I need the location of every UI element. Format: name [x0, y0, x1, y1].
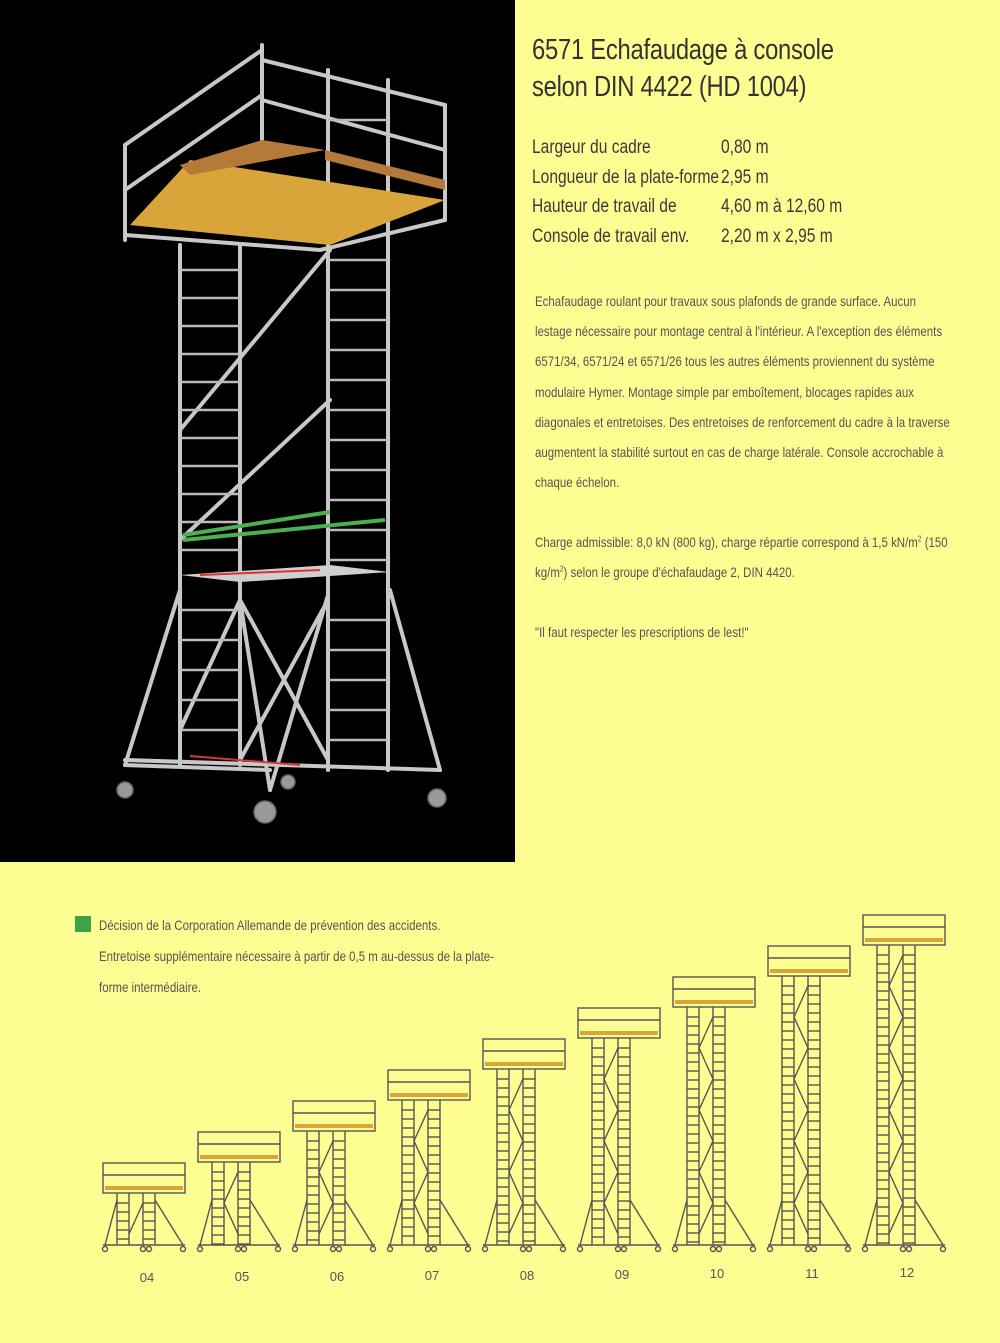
load-text-2: (150 kg/m: [535, 534, 948, 581]
green-reinforcement-strut: [183, 512, 385, 540]
variant-label-11: 11: [805, 1265, 819, 1281]
variant-label-08: 08: [519, 1267, 535, 1283]
note-line-3: forme intermédiaire.: [99, 979, 202, 995]
scaffold-variant-06: [293, 1101, 376, 1252]
scaffold-variant-09: [578, 1008, 661, 1252]
spec-value: 4,60 m à 12,60 m: [721, 196, 843, 218]
title-line-2: selon DIN 4422 (HD 1004): [532, 71, 807, 103]
ballast-warning: "Il faut respecter les prescriptions de lest!": [535, 624, 749, 640]
variant-label-04: 04: [139, 1270, 155, 1285]
castor-wheels: [117, 775, 446, 823]
console-scaffold-illustration: [0, 0, 515, 862]
platform-toeboard: [180, 140, 325, 175]
load-paragraph: [535, 527, 953, 587]
description-paragraph: Echafaudage roulant pour travaux sous plafonds de grande surface. Aucun lestage nécessaire pour montage central à l'intérieur. A l'exception des éléments 6571/34, 6571/24 et 6571/26 tous les autres éléments proviennent du système modulaire Hymer. Montage simple par emboîtement, blocages rapides aux diagonales et entretoises. Des entretoises de renforcement du cadre à la traverse augmentent la stabilité surtout en cas de charge latérale. Console accrochable à chaque échelon.: [535, 293, 950, 491]
spec-value: 0,80 m: [721, 137, 769, 158]
spec-row: [532, 137, 972, 167]
variant-label-10: 10: [709, 1266, 725, 1282]
variant-label-06: 06: [329, 1268, 345, 1284]
note-line-1: Décision de la Corporation Allemande de prévention des accidents.: [99, 917, 441, 933]
specifications-table: [532, 137, 972, 255]
scaffold-variant-11: [768, 946, 851, 1252]
load-superscript-2: 2: [559, 564, 564, 574]
variant-label-05: 05: [234, 1269, 250, 1285]
variant-label-07: 07: [424, 1268, 440, 1284]
spec-row: [532, 167, 972, 197]
product-photo: [0, 0, 515, 862]
spec-value: 2,95 m: [721, 166, 769, 188]
variant-label-12: 12: [899, 1265, 915, 1281]
product-title: [532, 32, 893, 106]
load-text-1: Charge admissible: 8,0 kN (800 kg), charge répartie correspond à 1,5 kN/m: [535, 534, 918, 550]
spec-label: Largeur du cadre: [532, 137, 651, 158]
spec-label: Longueur de la plate-forme: [532, 166, 720, 188]
spec-value: 2,20 m x 2,95 m: [721, 225, 833, 247]
scaffold-variant-07: [388, 1070, 471, 1252]
scaffold-variant-04: [103, 1163, 186, 1252]
spec-label: Hauteur de travail de: [532, 196, 677, 218]
scaffold-variant-10: [673, 977, 756, 1252]
spec-row: [532, 226, 972, 256]
scaffold-variant-12: [863, 915, 946, 1252]
intermediate-platform: [180, 565, 390, 582]
note-line-2: Entretoise supplémentaire nécessaire à partir de 0,5 m au-dessus de la plate-: [99, 948, 495, 964]
spec-label: Console de travail env.: [532, 225, 690, 247]
spec-row: [532, 196, 972, 226]
scaffold-variant-08: [483, 1039, 566, 1252]
scaffold-variant-05: [198, 1132, 281, 1252]
title-line-1: 6571 Echafaudage à console: [532, 34, 834, 66]
variant-label-09: 09: [614, 1267, 630, 1282]
load-superscript-1: 2: [917, 534, 922, 544]
load-text-3: ) selon le groupe d'échafaudage 2, DIN 4420.: [563, 564, 795, 581]
